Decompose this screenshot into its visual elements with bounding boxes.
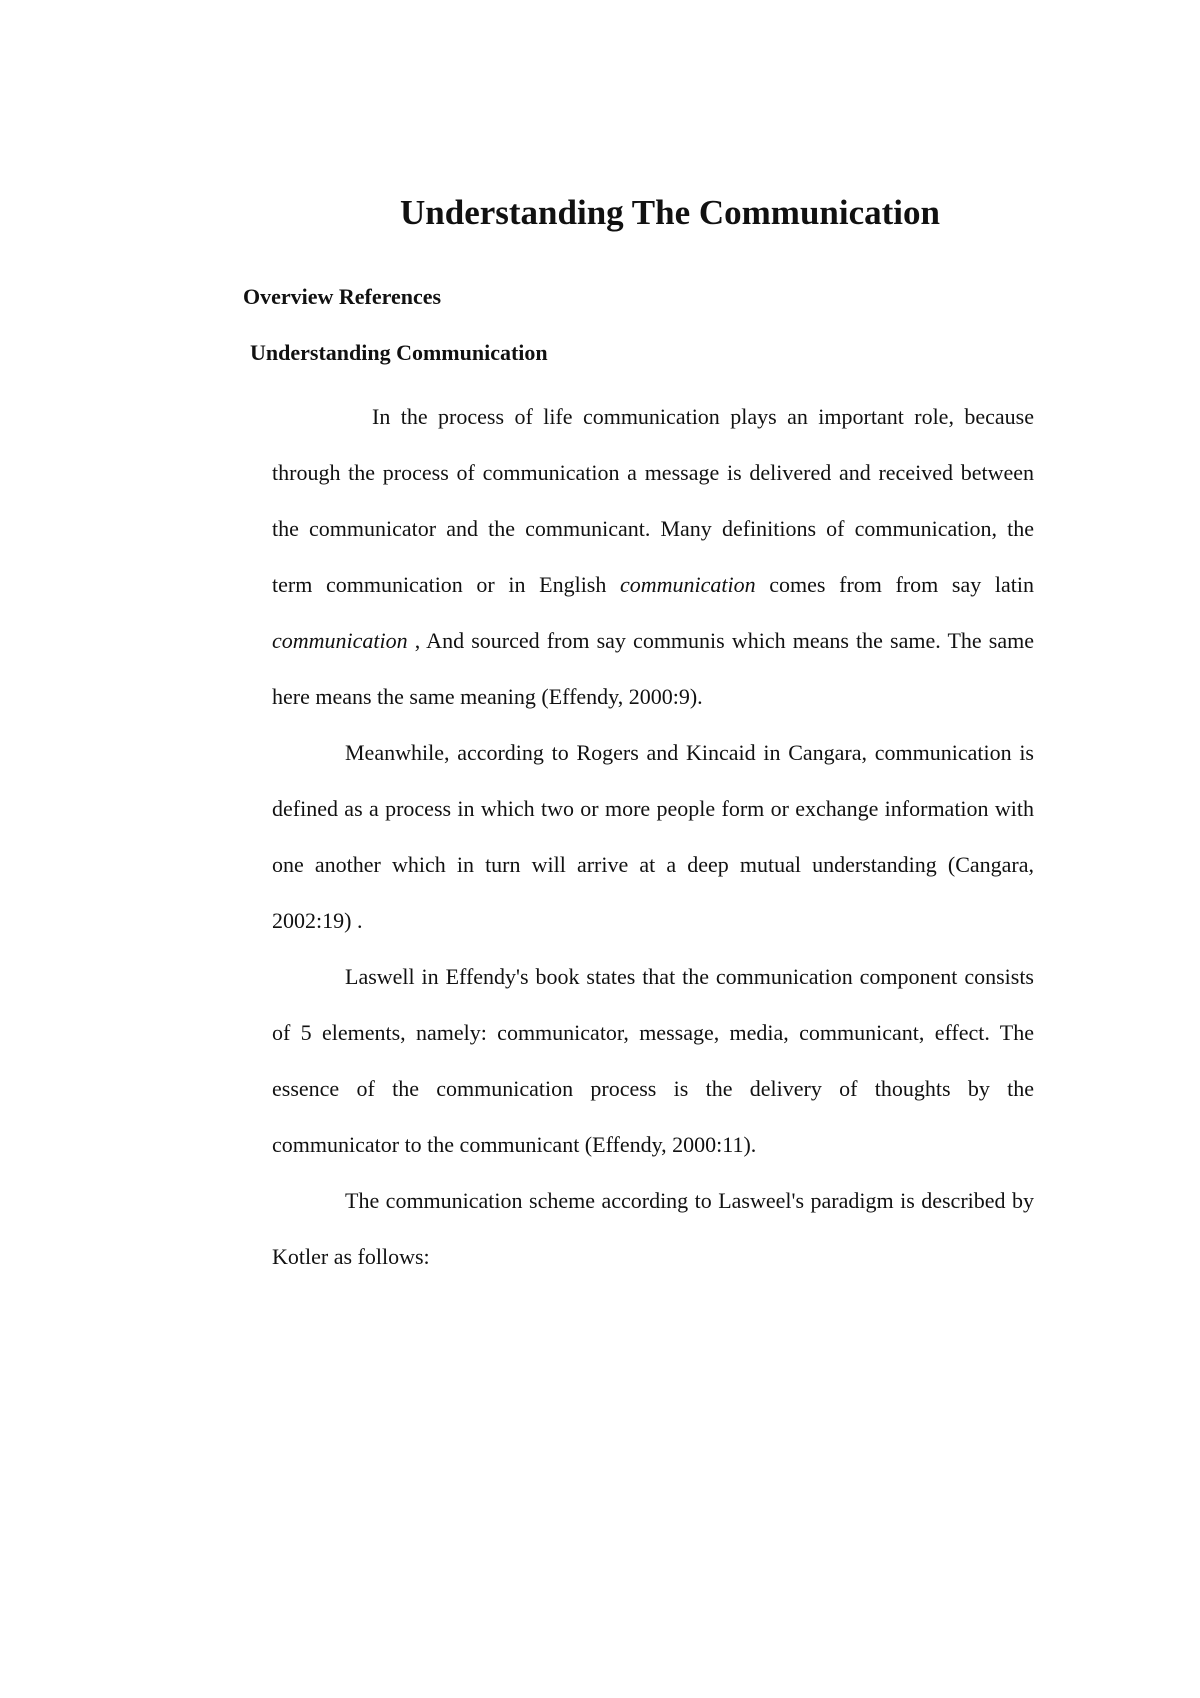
- paragraph-4: The communication scheme according to Lasweel's paradigm is described by Kotler as follows:: [272, 1188, 1034, 1269]
- document-title: Understanding The Communication: [399, 193, 940, 232]
- paragraph-1-part-b: comes from from say latin: [755, 572, 1034, 597]
- paragraph-2: Meanwhile, according to Rogers and Kincaid in Cangara, communication is defined as a process in which two or more people form or exchange information with one another which in turn will arrive at a deep mutual understanding (Cangara, 2002:19) .: [272, 740, 1034, 933]
- section-heading: Overview References: [243, 284, 442, 309]
- paragraph-1-part-a: In the process of life communication plays an important role, because through the process of communication a message is delivered and received between the communicator and the communicant. Many definitions of communication, the term communication or in English: [272, 404, 1034, 597]
- paragraph-1-italic-term-2: communication: [272, 628, 408, 653]
- sub-heading: Understanding Communication: [250, 340, 548, 365]
- paragraph-3: Laswell in Effendy's book states that the communication component consists of 5 elements, namely: communicator, message, media, communicant, effect. The essence of the communication process is the delivery of thoughts by the communicator to the communicant (Effendy, 2000:11).: [272, 964, 1034, 1157]
- body-text: [272, 389, 1034, 1285]
- paragraph-1: [272, 389, 1034, 725]
- paragraph-1-italic-term-1: communication: [620, 572, 756, 597]
- paragraph-1-part-c: , And sourced from say communis which means the same. The same here means the same meaning (Effendy, 2000:9).: [272, 628, 1034, 709]
